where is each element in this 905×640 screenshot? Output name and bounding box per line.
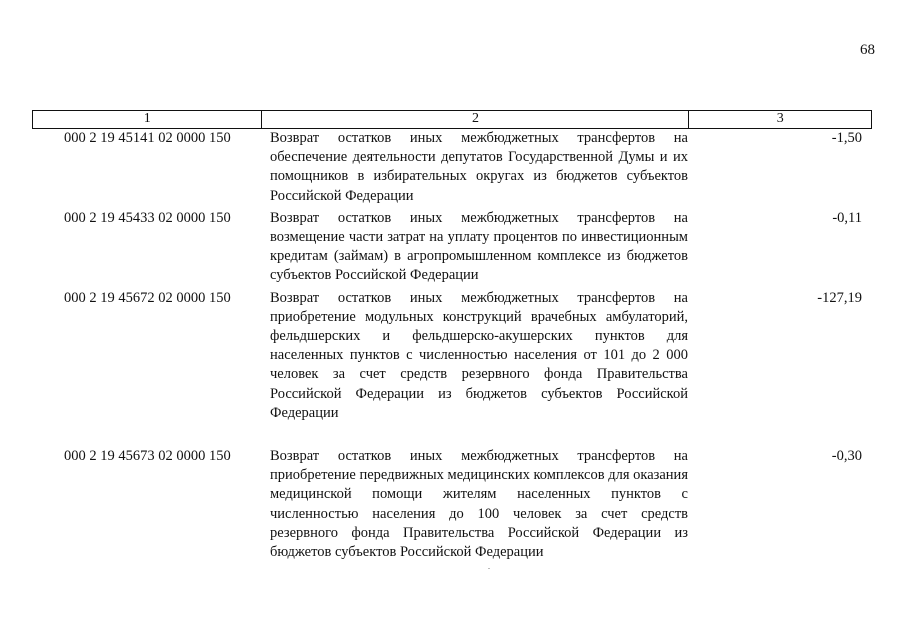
header-column-1: 1 bbox=[143, 111, 151, 126]
table-header-row bbox=[32, 110, 872, 129]
header-column-3: 3 bbox=[688, 111, 871, 128]
row-description: Возврат остатков иных межбюджетных трансфертов на приобретение модульных конструкций врачебных амбулаторий, фельдшерских и фельдшерско-акушерских пунктов для населенных пунктов с численностью населения от 101 до 2 000 человек за счет средств резервного фонда Правительства Российской Федерации из бюджетов субъектов Российской Федерации bbox=[270, 289, 688, 421]
table-row bbox=[32, 129, 872, 206]
budget-classification-code: 000 2 19 45141 02 0000 150 bbox=[64, 130, 231, 146]
row-amount: -127,19 bbox=[817, 289, 862, 306]
row-description: Возврат остатков иных межбюджетных трансфертов на возмещение части затрат на уплату процентов по инвестиционным кредитам (займам) в агропромышленном комплексе из бюджетов субъектов Российской Федерации bbox=[270, 209, 688, 284]
table-row bbox=[32, 447, 872, 562]
budget-classification-code: 000 2 19 45433 02 0000 150 bbox=[64, 209, 231, 226]
row-amount: -0,11 bbox=[832, 209, 862, 226]
header-column-2: 2 bbox=[261, 111, 688, 128]
row-description: Возврат остатков иных межбюджетных трансфертов на приобретение передвижных медицинских комплексов для оказания медицинской помощи жителям населенных пунктов с численностью населения до 100 человек за счет средств резервного фонда Правительства Российской Федерации из бюджетов субъектов Российской Федерации bbox=[270, 448, 688, 561]
budget-classification-code: 000 2 19 45672 02 0000 150 bbox=[64, 289, 231, 306]
row-amount: -1,50 bbox=[831, 130, 862, 146]
table-row bbox=[32, 209, 872, 286]
row-amount: -0,30 bbox=[831, 448, 862, 465]
page-number: 68 bbox=[860, 42, 875, 58]
table-row bbox=[32, 289, 872, 423]
row-description: Возврат остатков иных межбюджетных трансфертов на обеспечение деятельности депутатов Государственной Думы и их помощников в избирательных округах из бюджетов субъектов Российской Федерации bbox=[270, 130, 688, 204]
budget-classification-code: 000 2 19 45673 02 0000 150 bbox=[64, 448, 231, 465]
budget-table bbox=[32, 110, 872, 562]
scan-speck bbox=[488, 568, 490, 569]
